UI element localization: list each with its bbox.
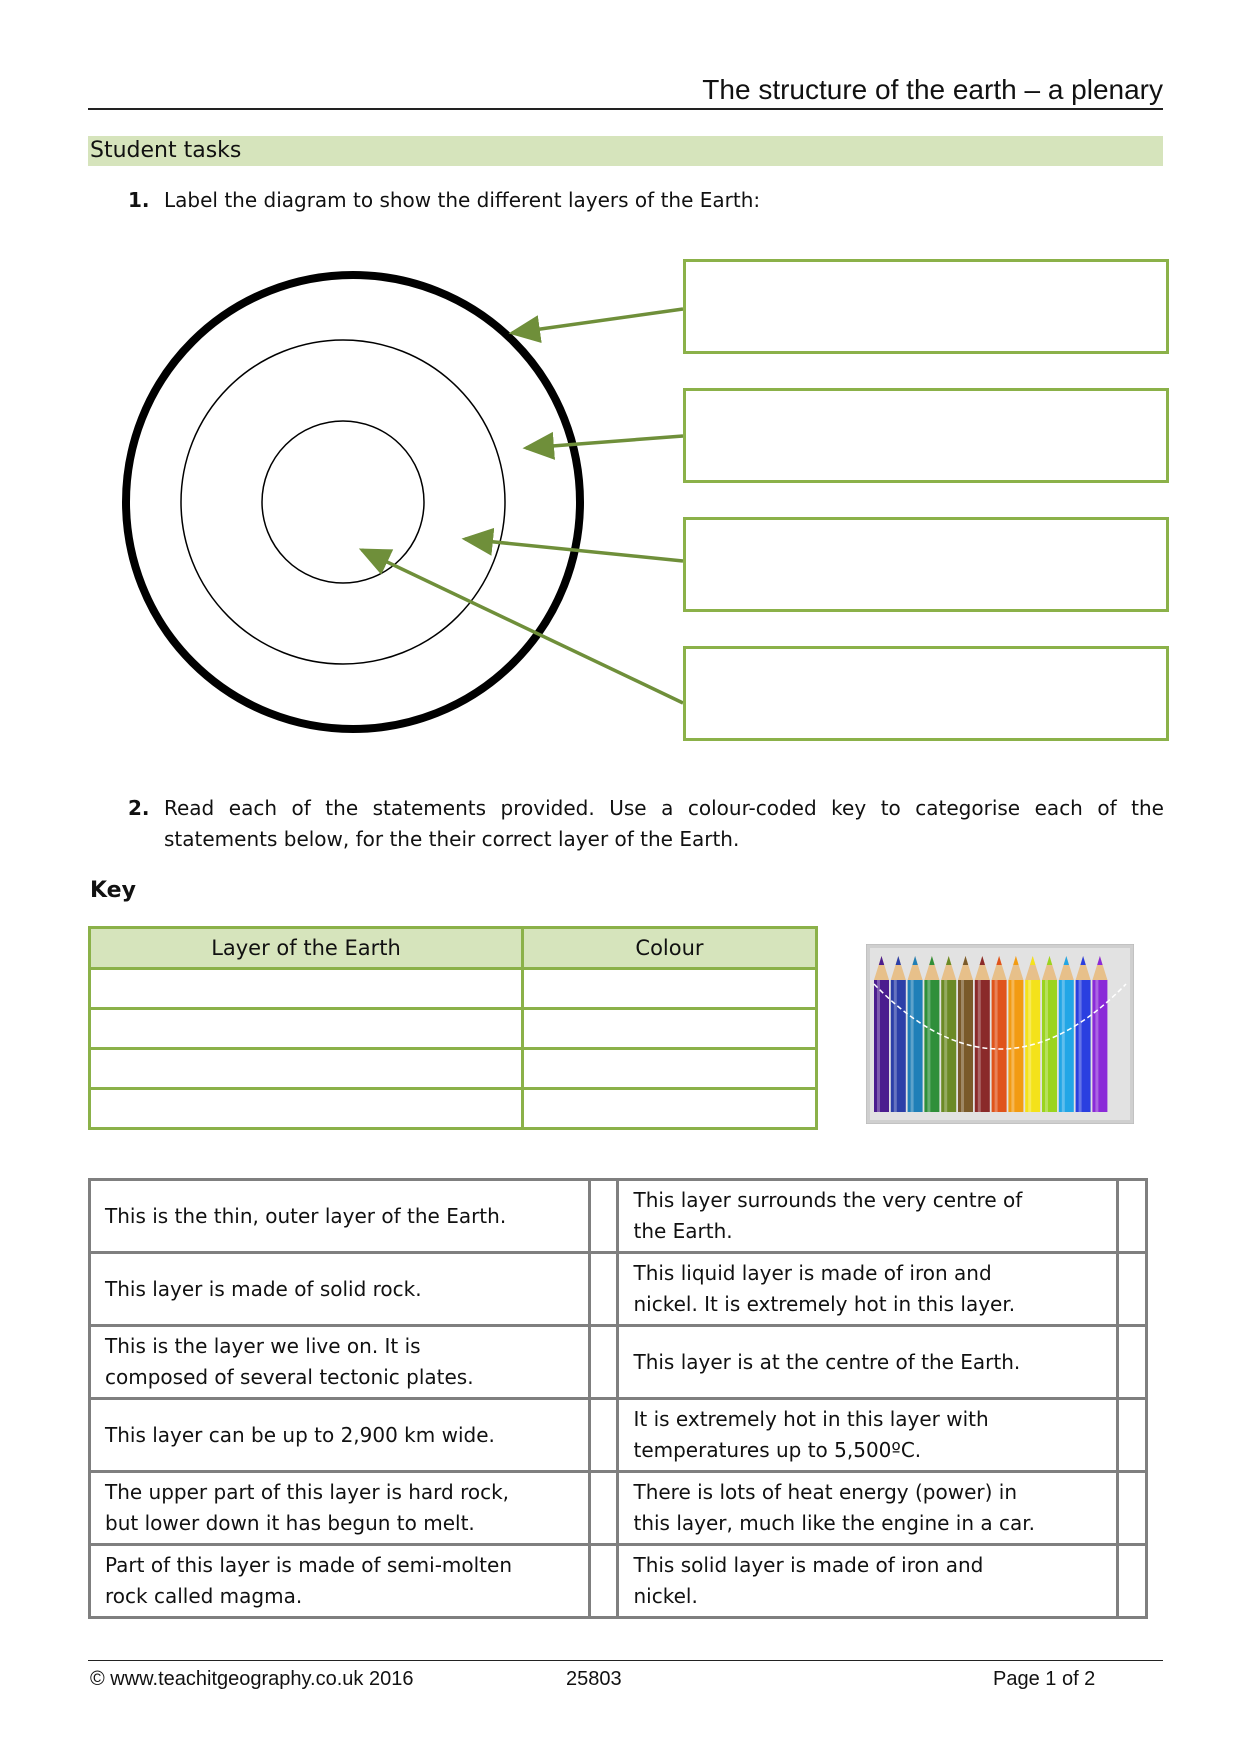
statement-line: The upper part of this layer is hard rock, (105, 1480, 510, 1504)
statement-cell (90, 1326, 590, 1399)
statement-line: the Earth. (633, 1219, 733, 1243)
statement-row (90, 1326, 1147, 1399)
colour-tick-cell[interactable] (1118, 1253, 1147, 1326)
label-box-4[interactable] (683, 646, 1169, 741)
footer-copyright: © www.teachitgeography.co.uk 2016 (90, 1668, 414, 1690)
footer-code: 25803 (566, 1668, 622, 1690)
statement-row (90, 1253, 1147, 1326)
key-colour-cell[interactable] (523, 969, 817, 1009)
arrow-mantle (526, 436, 683, 448)
arrow-crust (512, 309, 683, 333)
statement-row (90, 1472, 1147, 1545)
statement-line: this layer, much like the engine in a car. (633, 1511, 1036, 1535)
colour-tick-cell[interactable] (589, 1545, 618, 1618)
statement-line: but lower down it has begun to melt. (105, 1511, 475, 1535)
colour-tick-cell[interactable] (589, 1253, 618, 1326)
outer-core-circle (181, 340, 505, 664)
key-row (90, 969, 817, 1009)
colour-tick-cell[interactable] (589, 1399, 618, 1472)
statement-row (90, 1399, 1147, 1472)
footer-rule (88, 1660, 1163, 1661)
arrow-inner-core (362, 550, 683, 703)
statement-cell (618, 1472, 1118, 1545)
section-label: Student tasks (90, 138, 242, 163)
statement-line: This solid layer is made of iron and (633, 1553, 984, 1577)
key-row (90, 1089, 817, 1129)
key-layer-cell[interactable] (90, 969, 523, 1009)
colour-tick-cell[interactable] (1118, 1545, 1147, 1618)
key-layer-cell[interactable] (90, 1009, 523, 1049)
statement-line: This layer is made of solid rock. (105, 1276, 422, 1301)
statement-line: This layer can be up to 2,900 km wide. (105, 1422, 495, 1447)
colour-tick-cell[interactable] (1118, 1399, 1147, 1472)
colour-tick-cell[interactable] (1118, 1326, 1147, 1399)
key-row (90, 1049, 817, 1089)
task1-text: Label the diagram to show the different layers of the Earth: (164, 188, 761, 212)
label-box-3[interactable] (683, 517, 1169, 612)
statement-line: This liquid layer is made of iron and (633, 1261, 992, 1285)
colour-tick-cell[interactable] (1118, 1472, 1147, 1545)
task2-number: 2. (128, 796, 150, 820)
task2-line2: statements below, for the their correct layer of the Earth. (164, 827, 740, 851)
statement-cell (90, 1253, 590, 1326)
key-header-row (90, 928, 817, 969)
key-header-layer: Layer of the Earth (90, 928, 523, 969)
statement-cell (618, 1326, 1118, 1399)
page-title: The structure of the earth – a plenary (702, 74, 1163, 105)
statement-line: temperatures up to 5,500ºC. (633, 1438, 922, 1462)
statement-row (90, 1545, 1147, 1618)
label-box-1[interactable] (683, 259, 1169, 354)
statement-line: nickel. (633, 1584, 698, 1608)
statement-line: rock called magma. (105, 1584, 303, 1608)
key-header-colour: Colour (523, 928, 817, 969)
statement-cell (90, 1472, 590, 1545)
statement-cell (618, 1545, 1118, 1618)
label-box-2[interactable] (683, 388, 1169, 483)
statement-line: This layer surrounds the very centre of (633, 1188, 1023, 1212)
statement-line: It is extremely hot in this layer with (633, 1407, 989, 1431)
key-colour-cell[interactable] (523, 1089, 817, 1129)
task1-number: 1. (128, 188, 150, 212)
statement-cell (90, 1399, 590, 1472)
statement-line: This layer is at the centre of the Earth. (633, 1349, 1021, 1374)
key-colour-cell[interactable] (523, 1009, 817, 1049)
colour-tick-cell[interactable] (1118, 1180, 1147, 1253)
key-layer-cell[interactable] (90, 1089, 523, 1129)
crust-circle (126, 275, 580, 729)
statement-cell (90, 1180, 590, 1253)
inner-core-circle (262, 421, 424, 583)
statement-line: Part of this layer is made of semi-molten (105, 1553, 513, 1577)
key-table (88, 926, 818, 1130)
statement-cell (618, 1180, 1118, 1253)
colour-tick-cell[interactable] (589, 1326, 618, 1399)
key-row (90, 1009, 817, 1049)
statement-line: composed of several tectonic plates. (105, 1365, 474, 1389)
statement-row (90, 1180, 1147, 1253)
statement-cell (618, 1253, 1118, 1326)
statement-cell (90, 1545, 590, 1618)
statement-line: nickel. It is extremely hot in this layer. (633, 1292, 1016, 1316)
colour-tick-cell[interactable] (589, 1180, 618, 1253)
statement-cell (618, 1399, 1118, 1472)
task2-line1: Read each of the statements provided. Use a colour-coded key to categorise each of the (164, 796, 1164, 820)
key-layer-cell[interactable] (90, 1049, 523, 1089)
key-heading: Key (90, 878, 136, 903)
statement-line: This is the layer we live on. It is (105, 1334, 421, 1358)
key-colour-cell[interactable] (523, 1049, 817, 1089)
colour-tick-cell[interactable] (589, 1472, 618, 1545)
colouring-pencils-image (866, 944, 1134, 1124)
statement-line: There is lots of heat energy (power) in (633, 1480, 1017, 1504)
statement-line: This is the thin, outer layer of the Earth. (105, 1203, 507, 1228)
footer-page: Page 1 of 2 (993, 1668, 1096, 1690)
statements-table (88, 1178, 1148, 1619)
